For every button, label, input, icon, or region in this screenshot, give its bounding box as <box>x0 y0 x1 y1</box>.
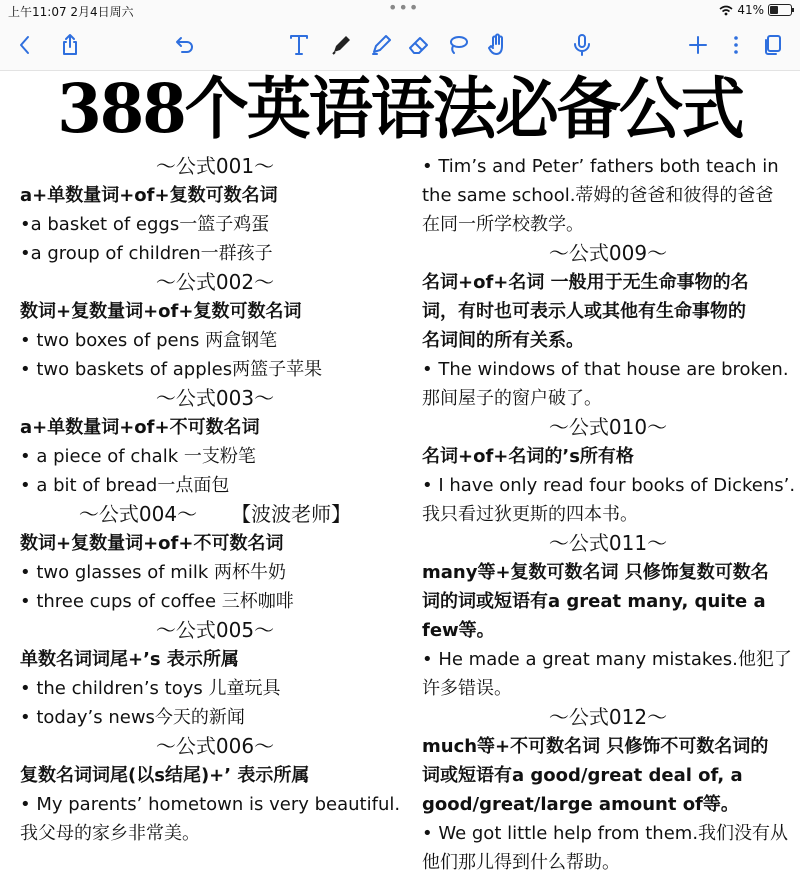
status-time-date: 上午11:07 2月4日周六 <box>8 5 134 19</box>
microphone-icon[interactable] <box>567 30 597 60</box>
example-line: • the children’s toys 儿童玩具 <box>20 678 281 699</box>
example-line: 在同一所学校教学。 <box>422 214 584 235</box>
status-right <box>719 3 792 17</box>
status-bar <box>0 0 800 22</box>
formula-rule: 名词+of+名词 一般用于无生命事物的名 <box>422 272 749 293</box>
example-line: • three cups of coffee 三杯咖啡 <box>20 591 294 612</box>
pages-icon[interactable] <box>758 30 788 60</box>
formula-heading-row <box>20 500 410 529</box>
example-line: 我父母的家乡非常美。 <box>20 823 200 844</box>
formula-rule: a+单数量词+of+不可数名词 <box>20 417 260 438</box>
more-icon[interactable] <box>721 30 751 60</box>
formula-rule: 复数名词词尾(以s结尾)+’ 表示所属 <box>20 765 310 786</box>
example-line: •a group of children一群孩子 <box>20 243 273 264</box>
formula-rule: 词，有时也可表示人或其他有生命事物的 <box>422 301 746 322</box>
formula-heading: ～公式011～ <box>548 531 668 555</box>
formula-heading: ～公式001～ <box>155 154 275 178</box>
formula-heading: ～公式005～ <box>155 618 275 642</box>
hand-icon[interactable] <box>482 30 512 60</box>
example-line: 许多错误。 <box>422 678 512 699</box>
example-line: 他们那儿得到什么帮助。 <box>422 852 620 873</box>
share-icon[interactable] <box>55 30 85 60</box>
formula-heading: ～公式012～ <box>548 705 668 729</box>
example-line: • I have only read four books of Dickens’. <box>422 475 796 496</box>
eraser-icon[interactable] <box>404 30 434 60</box>
formula-rule: a+单数量词+of+复数可数名词 <box>20 185 278 206</box>
example-line: • two boxes of pens 两盒钢笔 <box>20 330 278 351</box>
highlighter-icon[interactable] <box>366 30 396 60</box>
wifi-icon <box>719 5 733 16</box>
formula-heading: ～公式002～ <box>155 270 275 294</box>
formula-heading: ～公式003～ <box>155 386 275 410</box>
formula-rule: 数词+复数量词+of+复数可数名词 <box>20 301 302 322</box>
example-line: • We got little help from them.我们没有从 <box>422 823 789 844</box>
formula-heading: ～公式004～ <box>78 502 198 526</box>
lasso-icon[interactable] <box>443 30 473 60</box>
example-line: • He made a great many mistakes.他犯了 <box>422 649 792 670</box>
example-line: 我只看过狄更斯的四本书。 <box>422 504 638 525</box>
example-line: the same school.蒂姆的爸爸和彼得的爸爸 <box>422 185 774 206</box>
multitasking-dots-icon[interactable]: ••• <box>388 0 420 17</box>
page-title: 388个英语语法必备公式 <box>57 70 743 149</box>
undo-icon[interactable] <box>170 30 200 60</box>
example-line: 那间屋子的窗户破了。 <box>422 388 602 409</box>
formula-rule: many等+复数可数名词 只修饰复数可数名 <box>422 562 769 583</box>
formula-rule: 数词+复数量词+of+不可数名词 <box>20 533 284 554</box>
right-column <box>422 152 794 877</box>
example-line: • My parents’ hometown is very beautiful. <box>20 794 401 815</box>
formula-rule: 名词间的所有关系。 <box>422 330 584 351</box>
battery-icon <box>768 4 792 16</box>
formula-rule: 名词+of+名词的’s所有格 <box>422 446 634 467</box>
formula-rule: 词的词或短语有a great many, quite a <box>422 591 766 612</box>
formula-heading: ～公式010～ <box>548 415 668 439</box>
formula-rule: 单数名词词尾+’s 表示所属 <box>20 649 239 670</box>
teacher-tag: 【波波老师】 <box>231 502 352 526</box>
add-icon[interactable] <box>683 30 713 60</box>
example-line: • a bit of bread一点面包 <box>20 475 230 496</box>
example-line: • a piece of chalk 一支粉笔 <box>20 446 256 467</box>
formula-rule: 词或短语有a good/great deal of, a <box>422 765 743 786</box>
left-column <box>20 152 410 848</box>
back-icon[interactable] <box>10 30 40 60</box>
formula-rule: good/great/large amount of等。 <box>422 794 739 815</box>
toolbar <box>0 22 800 71</box>
formula-heading: ～公式006～ <box>155 734 275 758</box>
example-line: • two baskets of apples两篮子苹果 <box>20 359 323 380</box>
example-line: • Tim’s and Peter’ fathers both teach in <box>422 156 779 177</box>
pen-icon[interactable] <box>326 30 356 60</box>
formula-rule: much等+不可数名词 只修饰不可数名词的 <box>422 736 769 757</box>
battery-percent: 41% <box>737 3 764 17</box>
example-line: • two glasses of milk 两杯牛奶 <box>20 562 286 583</box>
example-line: •a basket of eggs一篮子鸡蛋 <box>20 214 270 235</box>
formula-rule: few等。 <box>422 620 495 641</box>
formula-heading: ～公式009～ <box>548 241 668 265</box>
text-tool-icon[interactable] <box>284 30 314 60</box>
example-line: • today’s news今天的新闻 <box>20 707 245 728</box>
example-line: • The windows of that house are broken. <box>422 359 789 380</box>
